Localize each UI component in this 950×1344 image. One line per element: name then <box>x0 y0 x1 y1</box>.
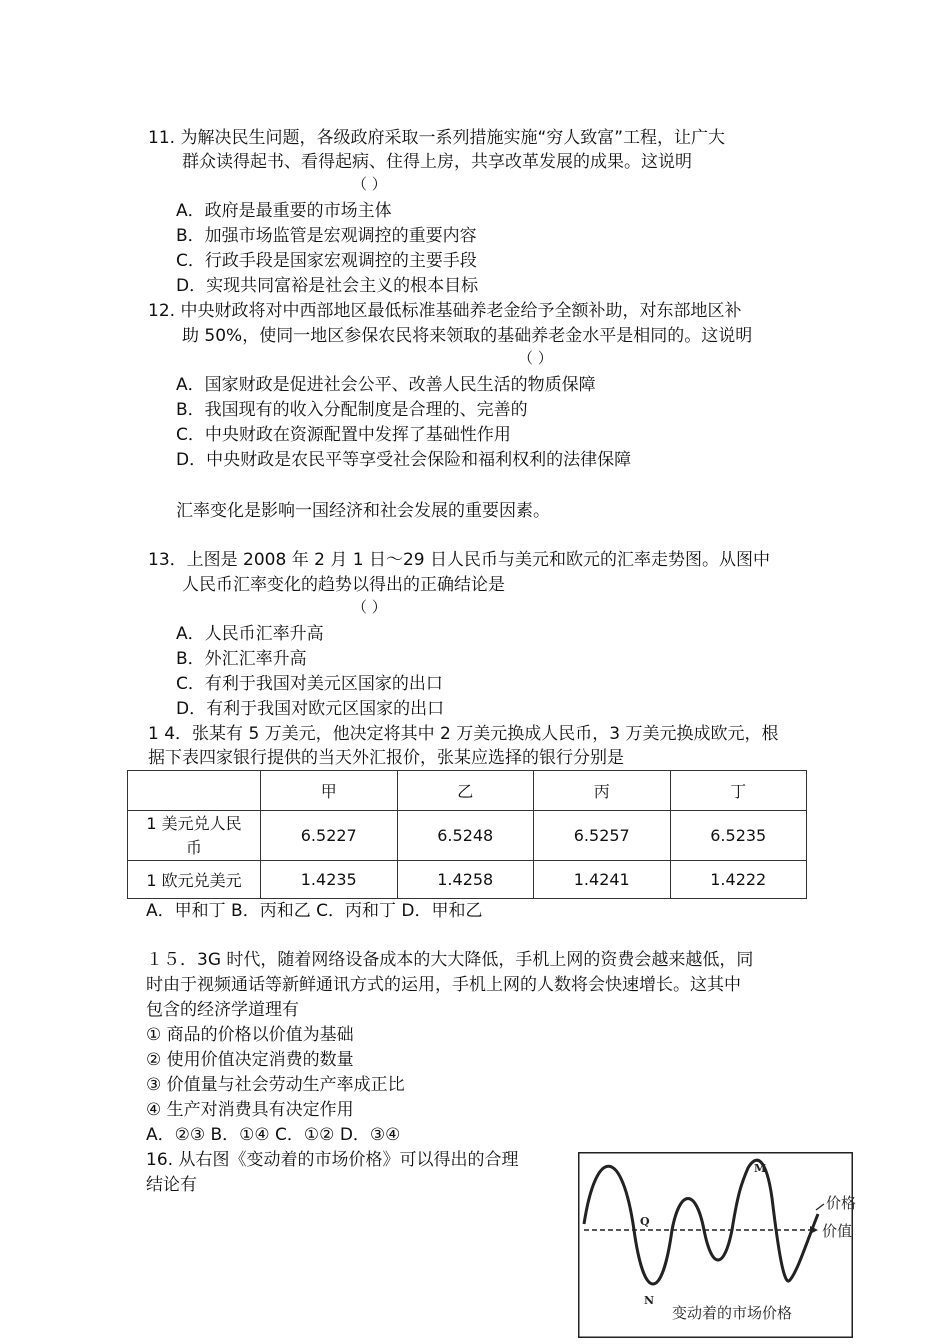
exchange-rate-intro: 汇率变化是影响一国经济和社会发展的重要因素。 <box>176 501 550 521</box>
q13-option-a: A．人民币汇率升高 <box>176 624 324 644</box>
table-row <box>128 811 807 861</box>
table-row <box>128 861 807 899</box>
row-label <box>128 811 261 861</box>
q11-option-b: B．加强市场监管是宏观调控的重要内容 <box>176 226 477 246</box>
q15-stem-line1: １５．3G 时代，随着网络设备成本的大大降低，手机上网的资费会越来越低，同 <box>146 950 754 970</box>
table-cell: 6.5227 <box>261 811 398 861</box>
table-header-row <box>128 771 807 811</box>
q15-item-3: ③ 价值量与社会劳动生产率成正比 <box>146 1075 405 1095</box>
q14-stem-line2: 据下表四家银行提供的当天外汇报价，张某应选择的银行分别是 <box>148 748 624 768</box>
q11-stem-line2: 群众读得起书、看得起病、住得上房，共享改革发展的成果。这说明 <box>182 152 692 172</box>
row-label-line: 币 <box>185 837 202 857</box>
q13-option-b: B．外汇汇率升高 <box>176 649 307 669</box>
q13-stem-line2: 人民币汇率变化的趋势以得出的正确结论是 <box>182 575 505 595</box>
table-cell: 6.5257 <box>534 811 671 861</box>
q15-item-1: ① 商品的价格以价值为基础 <box>146 1025 354 1045</box>
q12-option-c: C．中央财政在资源配置中发挥了基础性作用 <box>176 425 511 445</box>
figure-caption: 变动着的市场价格 <box>672 1304 793 1322</box>
q15-item-4: ④ 生产对消费具有决定作用 <box>146 1100 354 1120</box>
q11-option-d: D．实现共同富裕是社会主义的根本目标 <box>176 276 479 296</box>
q13-answer-blank: （ ） <box>352 598 387 616</box>
row-label-line: 1 美元兑人民 <box>146 813 242 833</box>
q11-option-c: C．行政手段是国家宏观调控的主要手段 <box>176 251 477 271</box>
q16-stem-line2: 结论有 <box>146 1175 197 1195</box>
table-cell: 1.4235 <box>261 861 398 899</box>
q15-item-2: ② 使用价值决定消费的数量 <box>146 1050 354 1070</box>
q13-option-c: C．有利于我国对美元区国家的出口 <box>176 674 443 694</box>
q16-stem-line1: 16. 从右图《变动着的市场价格》可以得出的合理 <box>146 1150 519 1170</box>
q12-stem-line2: 助 50%，使同一地区参保农民将来领取的基础养老金水平是相同的。这说明 <box>182 326 753 346</box>
table-header-cell: 乙 <box>397 771 534 811</box>
table-header-cell: 甲 <box>261 771 398 811</box>
q11-option-a: A．政府是最重要的市场主体 <box>176 201 392 221</box>
q15-stem-line2: 时由于视频通话等新鲜通讯方式的运用，手机上网的人数将会快速增长。这其中 <box>146 975 741 995</box>
q13-stem-line1: 13．上图是 2008 年 2 月 1 日～29 日人民币与美元和欧元的汇率走势图。从图中 <box>148 550 770 570</box>
table-cell: 6.5248 <box>397 811 534 861</box>
point-n-label: N <box>644 1294 655 1307</box>
q12-stem-line1: 12. 中央财政将对中西部地区最低标准基础养老金给予全额补助，对东部地区补 <box>148 301 742 321</box>
point-m-label: M <box>754 1162 767 1175</box>
q15-answer-options: A．②③ B．①④ C．①② D．③④ <box>146 1125 401 1145</box>
q14-answer-options: A．甲和丁 B．丙和乙 C．丙和丁 D．甲和乙 <box>146 901 483 921</box>
q13-option-d: D．有利于我国对欧元区国家的出口 <box>176 699 445 719</box>
table-cell: 6.5235 <box>670 811 807 861</box>
row-label: 1 欧元兑美元 <box>128 861 261 899</box>
q14-stem-line1: 1 4．张某有 5 万美元，他决定将其中 2 万美元换成人民币，3 万美元换成欧元，根 <box>148 724 779 744</box>
label-value: 价值 <box>822 1222 853 1240</box>
table-header-cell <box>128 771 261 811</box>
q11-stem-line1: 11. 为解决民生问题，各级政府采取一系列措施实施“穷人致富”工程，让广大 <box>148 128 726 148</box>
point-q-label: Q <box>640 1215 650 1228</box>
q15-stem-line3: 包含的经济学道理有 <box>146 1000 299 1020</box>
table-header-cell: 丁 <box>670 771 807 811</box>
q12-option-b: B．我国现有的收入分配制度是合理的、完善的 <box>176 400 528 420</box>
table-cell: 1.4222 <box>670 861 807 899</box>
exchange-rate-table <box>127 770 807 899</box>
table-cell: 1.4258 <box>397 861 534 899</box>
table-cell: 1.4241 <box>534 861 671 899</box>
q12-option-a: A．国家财政是促进社会公平、改善人民生活的物质保障 <box>176 375 596 395</box>
q11-answer-blank: （ ） <box>352 175 387 193</box>
table-header-cell: 丙 <box>534 771 671 811</box>
market-price-diagram <box>578 1152 857 1338</box>
q12-option-d: D．中央财政是农民平等享受社会保险和福利权利的法律保障 <box>176 450 632 470</box>
market-price-figure <box>578 1152 857 1338</box>
q12-answer-blank: （ ） <box>518 349 553 367</box>
label-price: 价格 <box>826 1194 857 1212</box>
